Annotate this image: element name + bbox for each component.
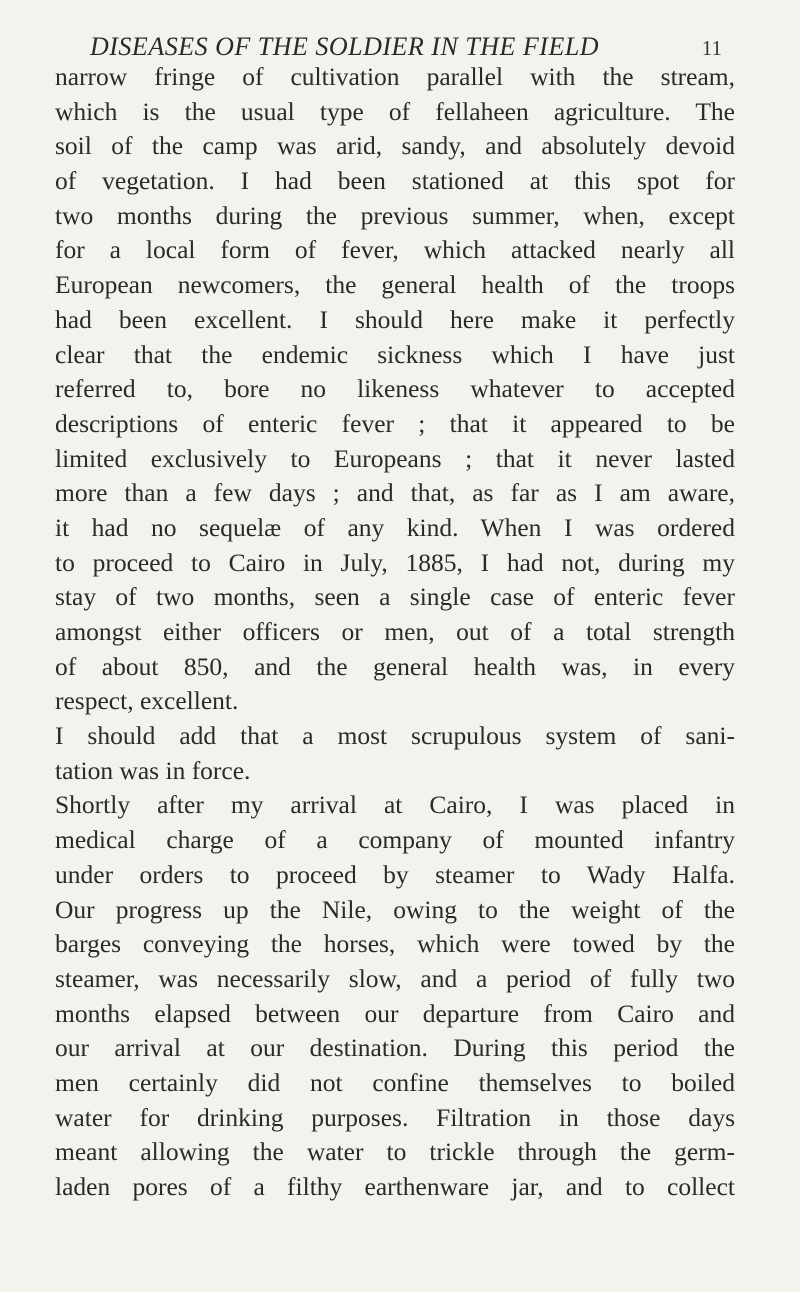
text-line: water for drinking purposes. Filtration in those days — [55, 1102, 735, 1132]
text-line: referred to, bore no likeness whatever to accepted — [55, 374, 735, 404]
text-line: to proceed to Cairo in July, 1885, I had not, during my — [55, 547, 735, 577]
text-line: amongst either officers or men, out of a total strength — [55, 617, 735, 646]
page-number: 11 — [701, 36, 722, 60]
text-line: two months during the previous summer, when, except — [55, 200, 735, 230]
text-line: soil of the camp was arid, sandy, and absolutely devoid — [55, 131, 735, 161]
text-line: descriptions of enteric fever ; that it appeared to be — [55, 408, 735, 438]
text-line: laden pores of a filthy earthenware jar, and to collect — [55, 1172, 735, 1201]
text-line: I should add that a most scrupulous system of sani- — [55, 721, 735, 751]
text-line: meant allowing the water to trickle through the germ- — [55, 1137, 735, 1167]
text-line: Shortly after my arrival at Cairo, I was placed in — [55, 790, 735, 820]
text-line: tation was in force. — [55, 755, 251, 785]
text-line: under orders to proceed by steamer to Wady Halfa. — [55, 859, 735, 889]
text-line: had been excellent. I should here make it perfectly — [55, 304, 735, 334]
running-head — [90, 14, 722, 64]
text-line: men certainly did not confine themselves to boiled — [55, 1067, 735, 1097]
text-line: our arrival at our destination. During this period the — [55, 1033, 735, 1063]
text-line: limited exclusively to Europeans ; that it never lasted — [55, 443, 735, 473]
text-line: for a local form of fever, which attacked nearly all — [55, 235, 735, 265]
text-line: more than a few days ; and that, as far as I am aware, — [55, 478, 735, 508]
text-line: Our progress up the Nile, owing to the weight of the — [55, 894, 735, 924]
text-line: barges conveying the horses, which were towed by the — [55, 929, 735, 959]
text-line: European newcomers, the general health of the troops — [55, 270, 735, 300]
text-line: it had no sequelæ of any kind. When I was ordered — [55, 512, 735, 542]
text-line: respect, excellent. — [55, 686, 239, 716]
text-line: of vegetation. I had been stationed at this spot for — [55, 166, 735, 196]
running-title: DISEASES OF THE SOLDIER IN THE FIELD — [90, 32, 600, 61]
text-line: narrow fringe of cultivation parallel with the stream, — [55, 62, 735, 91]
text-line: stay of two months, seen a single case of enteric fever — [55, 582, 735, 612]
body-text — [55, 60, 735, 1205]
text-line: medical charge of a company of mounted infantry — [55, 825, 735, 855]
text-line: months elapsed between our departure from Cairo and — [55, 998, 735, 1028]
text-line: clear that the endemic sickness which I have just — [55, 339, 735, 369]
text-line: steamer, was necessarily slow, and a period of fully two — [55, 963, 735, 993]
text-line: which is the usual type of fellaheen agriculture. The — [55, 96, 735, 126]
text-line: of about 850, and the general health was, in every — [55, 651, 735, 681]
